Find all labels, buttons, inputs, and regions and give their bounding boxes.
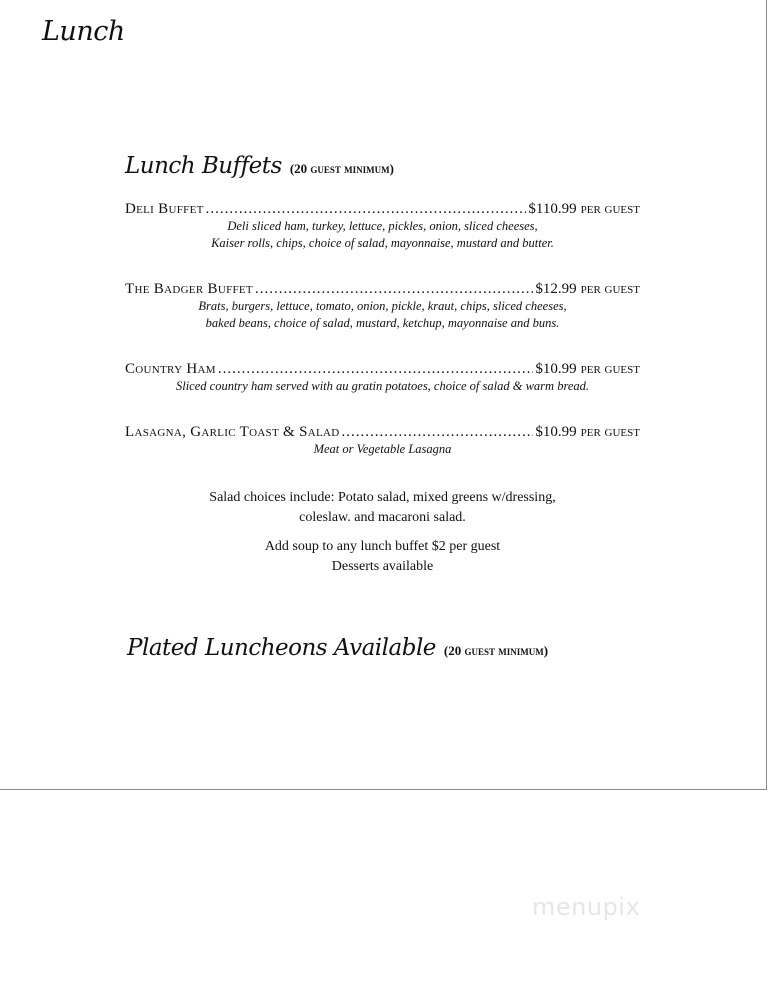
menu-item-lasagna [125,423,640,458]
item-description: Meat or Vegetable Lasagna [313,442,452,456]
menu-item-deli-buffet [125,200,640,252]
salad-choices-note [125,488,640,528]
dot-leader [206,200,527,218]
plated-luncheons-title: Plated Luncheons Available [127,635,436,661]
price-unit: per guest [580,424,640,440]
item-description: Deli sliced ham, turkey, lettuce, pickles, onion, sliced cheeses, [227,219,538,233]
plated-luncheons-minimum: (20 guest minimum) [443,643,549,658]
lunch-buffets-heading [125,150,394,179]
lunch-buffets-title: Lunch Buffets [125,153,282,179]
item-name: Deli Buffet [125,201,204,217]
desserts-note: Desserts available [331,559,434,574]
item-price: $110.99 [528,201,577,217]
lunch-buffets-minimum: (20 guest minimum) [289,161,394,176]
item-description: Brats, burgers, lettuce, tomato, onion, pickle, kraut, chips, sliced cheeses, [198,299,567,313]
item-description: Kaiser rolls, chips, choice of salad, mayonnaise, mustard and butter. [211,236,554,250]
page-title: Lunch [42,16,125,47]
price-unit: per guest [580,281,640,297]
salad-note-line: Salad choices include: Potato salad, mixed greens w/dressing, [209,490,556,505]
item-name: Country Ham [125,361,216,377]
menu-item-country-ham [125,360,640,395]
price-unit: per guest [580,361,640,377]
menupix-watermark: menupix [532,893,641,921]
item-description: Sliced country ham served with au gratin potatoes, choice of salad & warm bread. [175,379,590,393]
salad-note-line: coleslaw. and macaroni salad. [299,510,466,525]
dot-leader [218,360,534,378]
item-price: $10.99 [535,361,577,377]
dot-leader [255,280,533,298]
item-name: Lasagna, Garlic Toast & Salad [125,424,340,440]
soup-note: Add soup to any lunch buffet $2 per guest [264,539,501,554]
item-price: $10.99 [535,424,577,440]
item-description: baked beans, choice of salad, mustard, ketchup, mayonnaise and buns. [205,316,560,330]
plated-luncheons-heading [127,632,548,661]
item-name: The Badger Buffet [125,281,253,297]
price-unit: per guest [580,201,640,217]
item-price: $12.99 [535,281,577,297]
dot-leader [341,423,533,441]
extras-note [125,537,640,577]
menu-item-badger-buffet [125,280,640,332]
